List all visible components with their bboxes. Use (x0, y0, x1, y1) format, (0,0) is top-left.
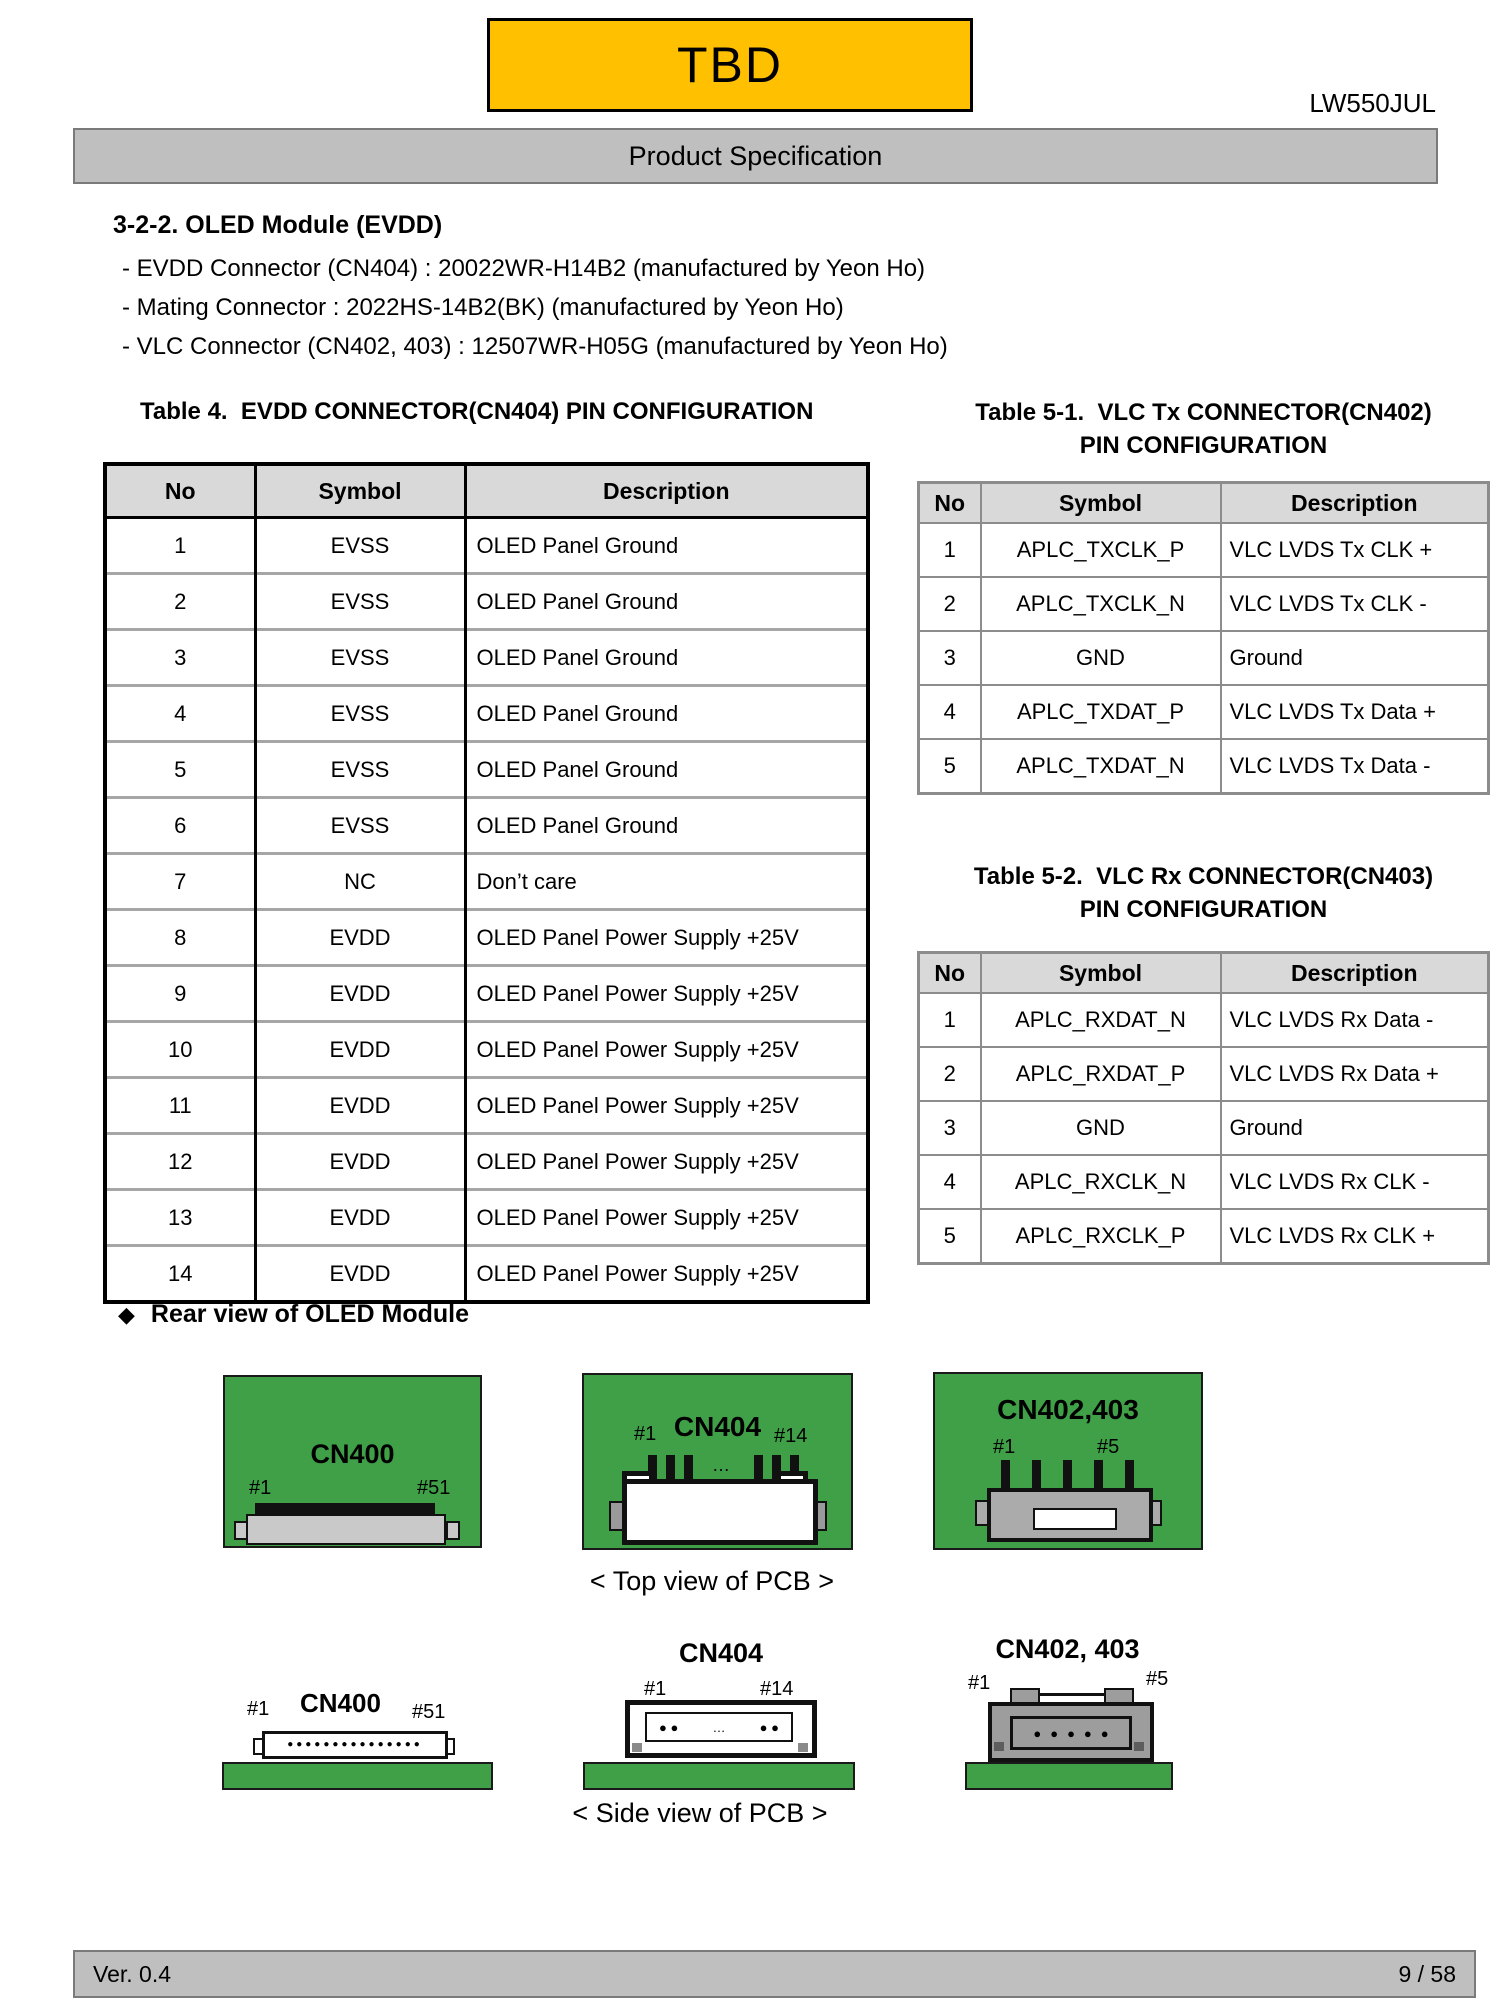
pin-no: 5 (919, 1209, 981, 1264)
section-heading: 3-2-2. OLED Module (EVDD) (113, 211, 443, 239)
cn400-connector-tab-right (446, 1521, 460, 1540)
pin-description: Ground (1221, 1101, 1489, 1155)
pin-symbol: APLC_TXDAT_P (981, 685, 1221, 739)
pin-no: 10 (105, 1022, 255, 1078)
connector-pin (684, 1455, 693, 1479)
pin-no: 3 (105, 630, 255, 686)
table-row (105, 630, 868, 686)
bullet-vlc-connector: - VLC Connector (CN402, 403) : 12507WR-H05G (manufactured by Yeon Ho) (122, 333, 948, 360)
pin51-label: #51 (412, 1701, 446, 1723)
table5-1-title-line2: PIN CONFIGURATION (1079, 432, 1328, 459)
pin-no: 5 (105, 742, 255, 798)
table-row (105, 1134, 868, 1190)
cn404-side-contact-window (645, 1712, 793, 1742)
pin1-label: #1 (644, 1678, 667, 1700)
connector-pin (1063, 1460, 1072, 1488)
table5-2-title (917, 860, 1490, 926)
pin-description: Don’t care (465, 854, 868, 910)
pin-no: 9 (105, 966, 255, 1022)
pin-description: Ground (1221, 631, 1489, 685)
table-row (919, 1101, 1489, 1155)
contacts-ellipsis: … (712, 1719, 726, 1735)
pin5-label: #5 (1146, 1668, 1169, 1690)
col-header-symbol: Symbol (255, 464, 465, 518)
contact-dot: ● (1083, 1725, 1092, 1741)
table-header-row (919, 953, 1489, 994)
top-view-caption: < Top view of PCB > (589, 1566, 835, 1596)
side-view-caption: < Side view of PCB > (572, 1798, 828, 1828)
connector-label-cn402-403: CN402,403 (997, 1394, 1139, 1425)
pin1-label: #1 (249, 1477, 272, 1499)
pin-symbol: EVDD (255, 966, 465, 1022)
pin-symbol: EVDD (255, 1078, 465, 1134)
contact-dots-left: ● ● (659, 1719, 679, 1735)
pcb-side-bar (965, 1762, 1173, 1790)
table-row (919, 1209, 1489, 1264)
contact-dot: ● (1033, 1725, 1042, 1741)
pin-symbol: EVSS (255, 630, 465, 686)
pin-no: 4 (919, 685, 981, 739)
col-header-no: No (105, 464, 255, 518)
table-row (105, 910, 868, 966)
pin1-label: #1 (993, 1436, 1016, 1458)
pin-description: OLED Panel Power Supply +25V (465, 966, 868, 1022)
table-row (919, 1155, 1489, 1209)
pin-no: 13 (105, 1190, 255, 1246)
table-row (105, 686, 868, 742)
table-row (105, 518, 868, 574)
pin-no: 2 (105, 574, 255, 630)
pin-no: 1 (919, 993, 981, 1047)
table-row (105, 1078, 868, 1134)
col-header-symbol: Symbol (981, 953, 1221, 994)
connector-pin (754, 1455, 763, 1479)
version-label: Ver. 0.4 (93, 1960, 172, 1987)
connector-pin (1125, 1460, 1134, 1488)
pin1-label: #1 (634, 1423, 657, 1445)
pin-symbol: APLC_TXCLK_N (981, 577, 1221, 631)
pin-description: OLED Panel Ground (465, 686, 868, 742)
vlc-tx-pin-table (917, 481, 1490, 795)
footer-bar (73, 1950, 1476, 1998)
bullet-evdd-connector: - EVDD Connector (CN404) : 20022WR-H14B2 (manufactured by Yeon Ho) (122, 255, 926, 282)
table-row (919, 577, 1489, 631)
cn404-mount-pad-left (632, 1743, 642, 1752)
cn404-connector-body (622, 1479, 818, 1545)
col-header-symbol: Symbol (981, 483, 1221, 524)
pin-description: VLC LVDS Rx CLK + (1221, 1209, 1489, 1264)
contact-dot: ● (1050, 1725, 1059, 1741)
table-row (919, 685, 1489, 739)
vlc-rx-pin-table (917, 951, 1490, 1265)
pin-symbol: EVSS (255, 518, 465, 574)
pin-description: VLC LVDS Rx Data + (1221, 1047, 1489, 1101)
table5-2-title-line1: Table 5-2. VLC Rx CONNECTOR(CN403) (973, 863, 1434, 890)
pcb-side-bar (583, 1762, 855, 1790)
table-row (105, 574, 868, 630)
table4-title: Table 4. EVDD CONNECTOR(CN404) PIN CONFIGURATION (140, 398, 814, 425)
pin-description: VLC LVDS Tx Data + (1221, 685, 1489, 739)
pin-symbol: GND (981, 1101, 1221, 1155)
pin-description: OLED Panel Power Supply +25V (465, 910, 868, 966)
cn400-connector-body (246, 1514, 446, 1545)
pin-description: OLED Panel Power Supply +25V (465, 1190, 868, 1246)
diamond-bullet-icon: ◆ (118, 1301, 135, 1327)
table-row (919, 523, 1489, 577)
table-row (919, 993, 1489, 1047)
pcb-top-view-cn402-403 (933, 1372, 1203, 1550)
pin-symbol: GND (981, 631, 1221, 685)
pin-no: 2 (919, 1047, 981, 1101)
pin-description: OLED Panel Power Supply +25V (465, 1246, 868, 1303)
pin-symbol: EVDD (255, 1246, 465, 1303)
pin-description: VLC LVDS Tx CLK + (1221, 523, 1489, 577)
pin1-label: #1 (968, 1672, 991, 1694)
connector-label-cn404: CN404 (678, 1638, 764, 1668)
connector-label-cn400: CN400 (300, 1688, 381, 1718)
pin-symbol: EVDD (255, 1134, 465, 1190)
pin-symbol: APLC_TXDAT_N (981, 739, 1221, 794)
col-header-no: No (919, 483, 981, 524)
pin5-label: #5 (1097, 1436, 1120, 1458)
table5-2-title-line2: PIN CONFIGURATION (1079, 896, 1328, 923)
connector-pin (1032, 1460, 1041, 1488)
table-row (919, 739, 1489, 794)
pin-symbol: EVSS (255, 742, 465, 798)
pin-symbol: APLC_RXCLK_P (981, 1209, 1221, 1264)
cn404-mount-pad-right (798, 1743, 808, 1752)
cn402-side-top-edge (1038, 1693, 1106, 1696)
pin-no: 5 (919, 739, 981, 794)
page-number: 9 / 58 (1398, 1960, 1456, 1987)
pin-description: VLC LVDS Tx Data - (1221, 739, 1489, 794)
cn400-connector-contact-strip (255, 1503, 435, 1514)
pcb-top-view-cn400 (223, 1375, 482, 1548)
pin-no: 3 (919, 631, 981, 685)
contact-dot: ● (1067, 1725, 1075, 1741)
pin-description: VLC LVDS Tx CLK - (1221, 577, 1489, 631)
pin-symbol: EVDD (255, 1022, 465, 1078)
cn402-side-contact-window (1010, 1716, 1132, 1750)
table-row (105, 1246, 868, 1303)
pin-description: VLC LVDS Rx CLK - (1221, 1155, 1489, 1209)
connector-pin (1001, 1460, 1010, 1488)
col-header-description: Description (1221, 483, 1489, 524)
connector-pin (1094, 1460, 1103, 1488)
connector-pin (666, 1455, 675, 1479)
pcb-top-view-cn404 (582, 1373, 853, 1550)
pin-symbol: NC (255, 854, 465, 910)
pin51-label: #51 (417, 1477, 451, 1499)
pin-description: OLED Panel Power Supply +25V (465, 1134, 868, 1190)
table5-1-title (917, 396, 1490, 462)
tbd-stamp: TBD (487, 18, 973, 112)
pin-no: 7 (105, 854, 255, 910)
pin-symbol: APLC_RXDAT_P (981, 1047, 1221, 1101)
cn400-connector-tab-left (234, 1521, 248, 1540)
table-row (919, 1047, 1489, 1101)
pin-no: 4 (105, 686, 255, 742)
table-row (105, 966, 868, 1022)
contact-dots-right: ● ● (759, 1719, 779, 1735)
pin-symbol: APLC_TXCLK_P (981, 523, 1221, 577)
pin-description: OLED Panel Power Supply +25V (465, 1022, 868, 1078)
connector-label-cn404: CN404 (673, 1411, 762, 1442)
table-header-row (919, 483, 1489, 524)
table-row (105, 1190, 868, 1246)
bullet-mating-connector: - Mating Connector : 2022HS-14B2(BK) (manufactured by Yeon Ho) (122, 294, 844, 321)
pin-no: 12 (105, 1134, 255, 1190)
pin14-label: #14 (760, 1678, 794, 1700)
connector-label-cn402-403: CN402, 403 (995, 1634, 1140, 1664)
pin-symbol: APLC_RXCLK_N (981, 1155, 1221, 1209)
evdd-pin-table (103, 462, 870, 1304)
pin-symbol: EVSS (255, 798, 465, 854)
pin-symbol: EVSS (255, 574, 465, 630)
pin-description: OLED Panel Ground (465, 798, 868, 854)
table5-1-title-line1: Table 5-1. VLC Tx CONNECTOR(CN402) (975, 399, 1432, 426)
table-row (105, 1022, 868, 1078)
pin-symbol: EVDD (255, 1190, 465, 1246)
pin-description: OLED Panel Ground (465, 630, 868, 686)
rear-view-heading (118, 1300, 469, 1329)
col-header-no: No (919, 953, 981, 994)
table-header-row (105, 464, 868, 518)
rear-view-heading-label: Rear view of OLED Module (150, 1300, 470, 1328)
pin-no: 3 (919, 1101, 981, 1155)
pcb-side-bar (222, 1762, 493, 1790)
table-row (105, 854, 868, 910)
pin1-label: #1 (247, 1698, 270, 1720)
pin-no: 1 (919, 523, 981, 577)
cn400-side-connector: ●●●●●●●●●●●●●●● (262, 1731, 448, 1759)
pin-no: 2 (919, 577, 981, 631)
table-row (105, 798, 868, 854)
pin-description: OLED Panel Ground (465, 574, 868, 630)
spec-title-bar: Product Specification (73, 128, 1438, 184)
pin-description: OLED Panel Ground (465, 742, 868, 798)
pin-no: 6 (105, 798, 255, 854)
pins-ellipsis: … (712, 1455, 730, 1475)
pin-no: 11 (105, 1078, 255, 1134)
pin-symbol: EVSS (255, 686, 465, 742)
pin-description: VLC LVDS Rx Data - (1221, 993, 1489, 1047)
pin-no: 8 (105, 910, 255, 966)
pin-description: OLED Panel Ground (465, 518, 868, 574)
cn402-mount-pad-left (994, 1742, 1004, 1751)
pin14-label: #14 (774, 1425, 808, 1447)
pin-no: 14 (105, 1246, 255, 1303)
model-number: LW550JUL (1309, 88, 1436, 118)
cn402-connector-slot (1033, 1508, 1117, 1530)
col-header-description: Description (465, 464, 868, 518)
pin-description: OLED Panel Power Supply +25V (465, 1078, 868, 1134)
col-header-description: Description (1221, 953, 1489, 994)
pin-no: 4 (919, 1155, 981, 1209)
connector-label-cn400: CN400 (310, 1439, 395, 1469)
pin-symbol: EVDD (255, 910, 465, 966)
pin-no: 1 (174, 532, 187, 558)
table-row (919, 631, 1489, 685)
contact-dot: ● (1100, 1725, 1109, 1741)
pin-symbol: APLC_RXDAT_N (981, 993, 1221, 1047)
cn402-mount-pad-right (1134, 1742, 1144, 1751)
table-row (105, 742, 868, 798)
